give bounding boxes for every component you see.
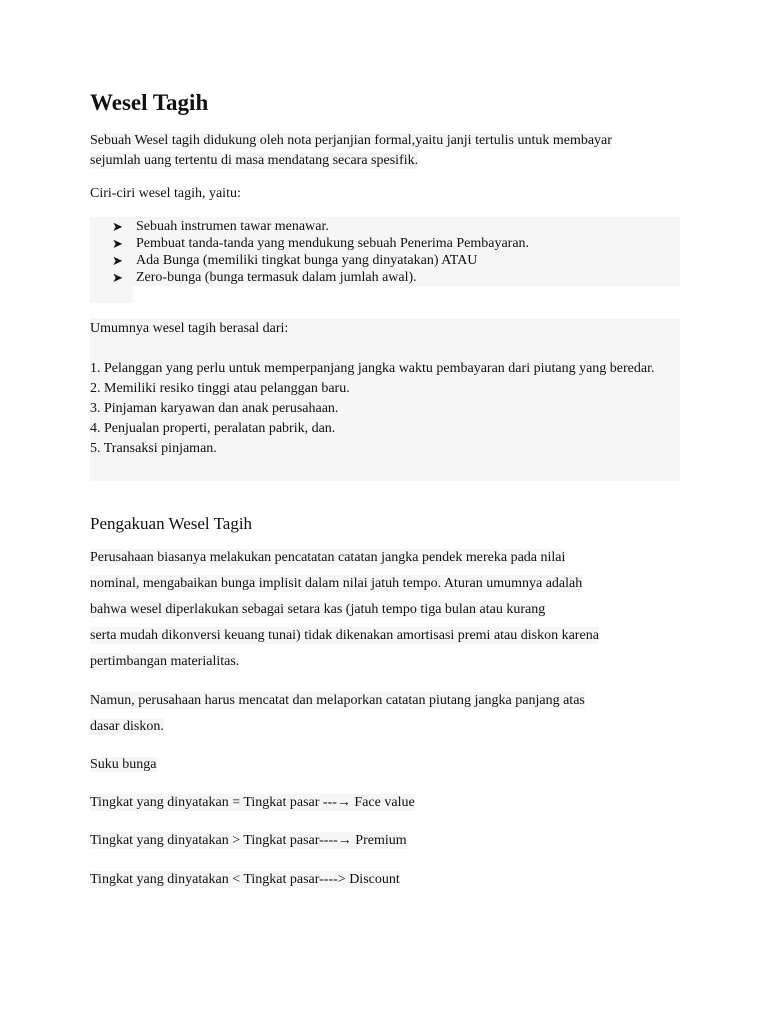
intro-line: sejumlah uang tertentu di masa mendatang secara spesifik. — [90, 153, 419, 168]
list-item: 3. Pinjaman karyawan dan anak perusahaan. — [90, 401, 339, 416]
right-arrowhead-icon: ➤ — [112, 236, 123, 251]
paragraph-line: dasar diskon. — [90, 719, 164, 734]
origin-list — [90, 359, 675, 459]
rate-line-face-value: Tingkat yang dinyatakan = Tingkat pasar ---→ Face value — [90, 795, 415, 810]
list-item: 2. Memiliki resiko tinggi atau pelanggan baru. — [90, 381, 350, 396]
list-item: 5. Transaksi pinjaman. — [90, 441, 217, 456]
paragraph-line: bahwa wesel diperlakukan sebagai setara kas (jatuh tempo tiga bulan atau kurang — [90, 602, 546, 617]
recognition-paragraph — [90, 545, 690, 675]
characteristics-list — [112, 218, 529, 286]
right-arrow-icon: → — [337, 833, 352, 848]
origin-heading: Umumnya wesel tagih berasal dari: — [90, 321, 289, 336]
list-item: ➤ Zero-bunga (bunga termasuk dalam jumlah awal). — [112, 270, 417, 285]
right-arrow-icon: → — [336, 795, 351, 810]
list-item: ➤ Ada Bunga (memiliki tingkat bunga yang dinyatakan) ATAU — [112, 253, 478, 268]
rate-line-premium: Tingkat yang dinyatakan > Tingkat pasar----→ Premium — [90, 833, 407, 848]
bullet-list-background-tail — [90, 286, 133, 303]
intro-line: Sebuah Wesel tagih didukung oleh nota perjanjian formal,yaitu janji tertulis untuk membayar — [90, 133, 612, 148]
paragraph-line: nominal, mengabaikan bunga implisit dalam nilai jatuh tempo. Aturan umumnya adalah — [90, 576, 583, 591]
list-item: ➤ Pembuat tanda-tanda yang mendukung sebuah Penerima Pembayaran. — [112, 236, 530, 251]
section-heading: Pengakuan Wesel Tagih — [90, 514, 253, 533]
paragraph-line: pertimbangan materialitas. — [90, 654, 240, 669]
page-title: Wesel Tagih — [90, 90, 209, 115]
list-item: ➤ Sebuah instrumen tawar menawar. — [112, 219, 329, 234]
list-item: 1. Pelanggan yang perlu untuk memperpanjang jangka waktu pembayaran dari piutang yang beredar. — [90, 361, 655, 376]
characteristics-heading: Ciri-ciri wesel tagih, yaitu: — [90, 186, 241, 201]
rate-heading: Suku bunga — [90, 757, 157, 772]
right-arrowhead-icon: ➤ — [112, 219, 123, 234]
paragraph-line: Perusahaan biasanya melakukan pencatatan catatan jangka pendek mereka pada nilai — [90, 550, 566, 565]
right-arrowhead-icon: ➤ — [112, 270, 123, 285]
discount-paragraph — [90, 688, 690, 740]
rate-line-discount: Tingkat yang dinyatakan < Tingkat pasar----> Discount — [90, 872, 400, 887]
paragraph-line: Namun, perusahaan harus mencatat dan melaporkan catatan piutang jangka panjang atas — [90, 693, 585, 708]
paragraph-line: serta mudah dikonversi keuang tunai) tidak dikenakan amortisasi premi atau diskon karena — [90, 628, 599, 643]
right-arrowhead-icon: ➤ — [112, 253, 123, 268]
list-item: 4. Penjualan properti, peralatan pabrik, dan. — [90, 421, 336, 436]
intro-paragraph — [90, 131, 690, 171]
